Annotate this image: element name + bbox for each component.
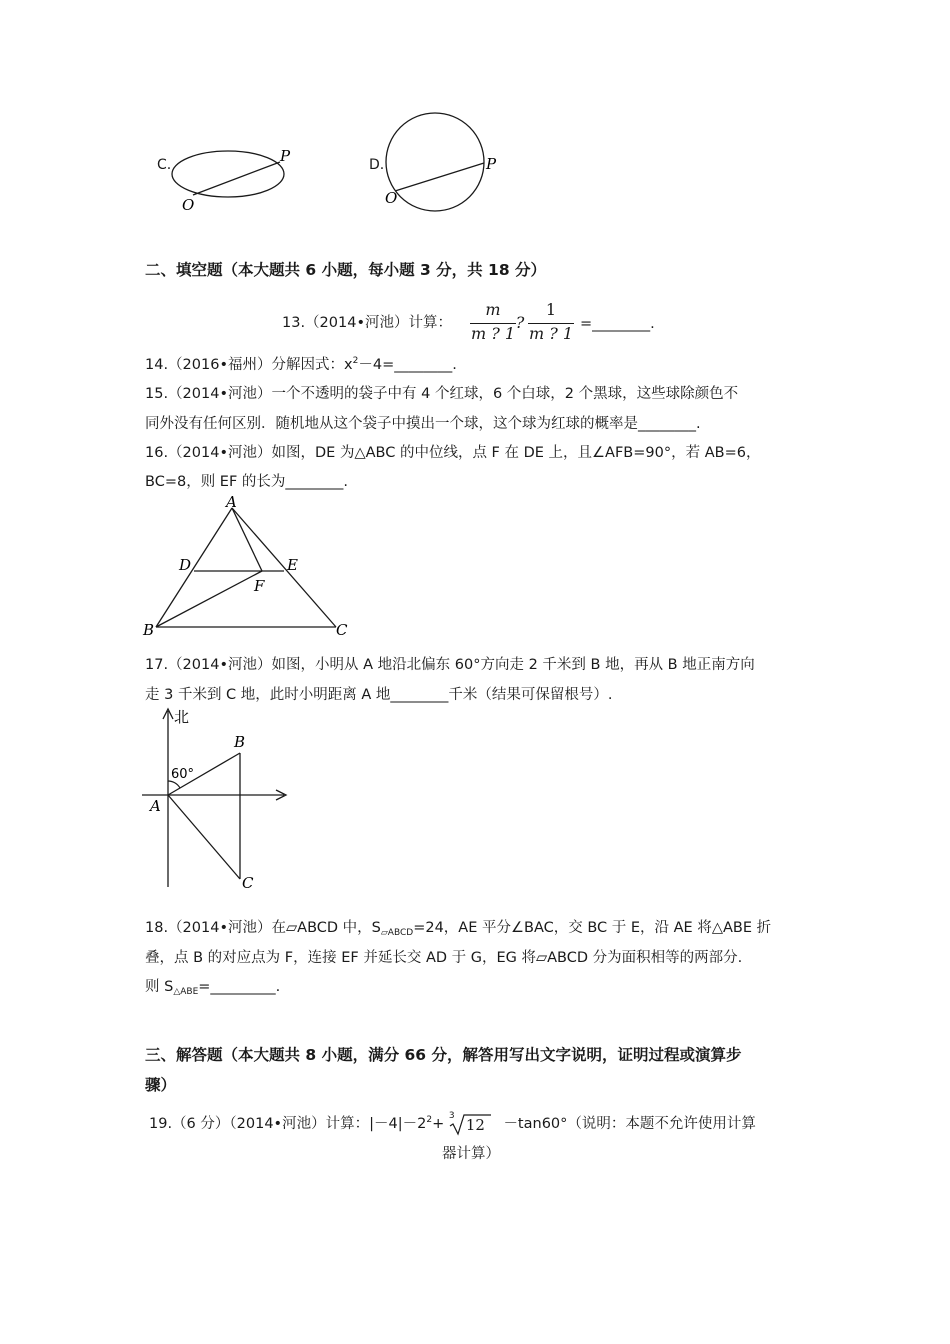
q13-operator: ? <box>515 313 525 332</box>
section-2-heading: 二、填空题（本大题共 6 小题，每小题 3 分，共 18 分） <box>145 261 547 279</box>
q19-radicand: 12 <box>465 1116 485 1134</box>
q17-label-a: A <box>150 797 161 815</box>
q19-line-1: 19.（6 分）（2014•河池）计算：$|-4|-2^2+$ 3 12 －tan60°（说明：本题不允许使用计算 <box>149 1114 756 1136</box>
option-d-figure <box>375 108 515 218</box>
q18-line-1: 18.（2014•河池）在▱ABCD 中，$S_{▱ABCD}=24$，AE 平分∠BAC，交 BC 于 E，沿 AE 将△ABE 折 <box>145 920 772 938</box>
option-c-ellipse <box>172 151 284 197</box>
option-c-point-p: P <box>280 147 291 165</box>
q17-label-angle: 60° <box>171 767 195 782</box>
q16-side-ab <box>156 508 232 627</box>
q16-line-2: BC=8，则 EF 的长为________. <box>145 474 349 490</box>
option-d-chord <box>395 163 484 191</box>
q16-label-c: C <box>336 621 348 639</box>
q13-suffix: =________. <box>580 316 655 332</box>
q15-line-1: 15.（2014•河池）一个不透明的袋子中有 4 个红球，6 个白球，2 个黑球，这些球除颜色不 <box>145 386 739 402</box>
q17-angle-arc <box>168 781 180 788</box>
q16-segment-bf <box>156 571 262 627</box>
q17-line-1: 17.（2014•河池）如图，小明从 A 地沿北偏东 60°方向走 2 千米到 B 地，再从 B 地正南方向 <box>145 657 755 673</box>
section-3-heading-line-1: 三、解答题（本大题共 8 小题，满分 66 分，解答用写出文字说明，证明过程或演算步 <box>145 1046 742 1064</box>
q16-triangle-figure <box>138 492 363 642</box>
q16-segment-af <box>232 508 262 571</box>
q15-line-2: 同外没有任何区别．随机地从这个袋子中摸出一个球，这个球为红球的概率是________. <box>145 416 701 432</box>
q13-frac2-denominator: m ? 1 <box>528 324 574 343</box>
q13-frac1-denominator: m ? 1 <box>470 324 516 343</box>
q18-line-3: 则 $S_{\triangle ABE}=\_\_\_\_\_\_\_\_\_$. <box>145 979 281 997</box>
q19-line-2: 器计算） <box>442 1146 500 1162</box>
q13-frac1-numerator: m <box>485 300 501 319</box>
q17-direction-figure <box>138 705 298 895</box>
option-d-circle <box>386 113 484 211</box>
section-3-heading-line-2: 骤） <box>145 1076 177 1094</box>
option-d-point-o: O <box>385 189 398 207</box>
q16-side-ac <box>232 508 336 627</box>
q19-root-index: 3 <box>448 1111 455 1121</box>
q16-label-a: A <box>226 493 237 511</box>
option-c-point-o: O <box>182 196 195 214</box>
option-c-label: C. <box>157 157 172 173</box>
q17-label-b: B <box>234 733 246 751</box>
option-d-point-p: P <box>486 155 497 173</box>
q14-text: 14.（2016•福州）分解因式：$x^2-4=\_\_\_\_\_\_\_\_$. <box>145 356 457 373</box>
q17-line-2: 走 3 千米到 C 地，此时小明距离 A 地________千米（结果可保留根号）. <box>145 687 613 703</box>
option-c-figure <box>160 140 310 215</box>
q17-label-north: 北 <box>174 708 190 726</box>
q16-line-1: 16.（2014•河池）如图，DE 为△ABC 的中位线，点 F 在 DE 上，且∠AFB=90°，若 AB=6， <box>145 445 761 461</box>
q16-label-f: F <box>254 577 265 595</box>
q16-label-e: E <box>287 556 298 574</box>
q16-label-b: B <box>143 621 155 639</box>
option-d-label: D. <box>369 157 385 173</box>
q17-label-c: C <box>242 874 254 892</box>
q13-prefix: 13.（2014•河池）计算： <box>282 315 453 331</box>
q17-path-ac <box>168 795 240 879</box>
q13-frac2-numerator: 1 <box>545 300 557 319</box>
q16-label-d: D <box>179 556 192 574</box>
q19-cube-root <box>448 1111 491 1134</box>
q18-line-2: 叠，点 B 的对应点为 F，连接 EF 并延长交 AD 于 G，EG 将▱ABCD 分为面积相等的两部分. <box>145 950 743 966</box>
